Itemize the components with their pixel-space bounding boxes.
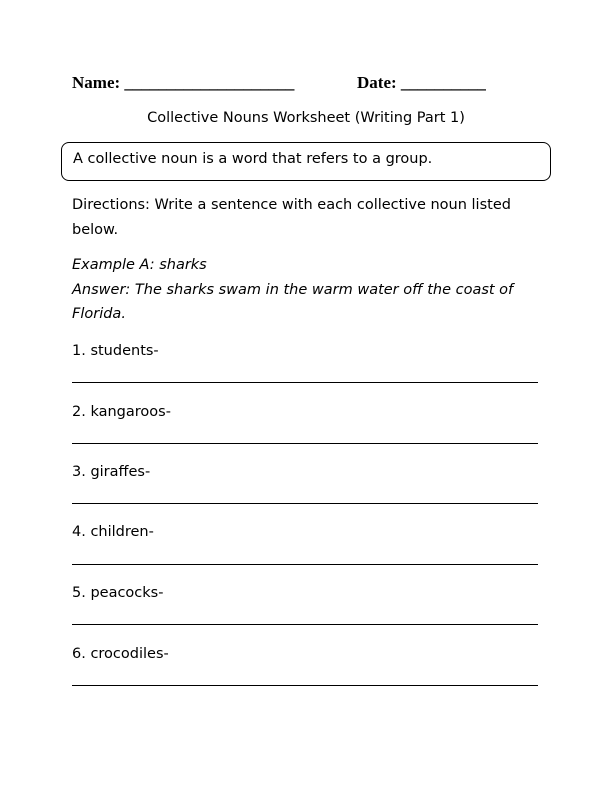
- item-6-answer-line[interactable]: [72, 685, 538, 686]
- item-5-answer-line[interactable]: [72, 624, 538, 625]
- item-1-label: 1. students-: [72, 343, 159, 359]
- date-field-label: Date: __________: [357, 73, 486, 92]
- item-4-label: 4. children-: [72, 524, 154, 540]
- definition-text: A collective noun is a word that refers to a group.: [73, 151, 433, 167]
- name-field-label: Name: ____________________: [72, 73, 295, 92]
- item-5-label: 5. peacocks-: [72, 585, 164, 601]
- item-4-answer-line[interactable]: [72, 564, 538, 565]
- worksheet-title: Collective Nouns Worksheet (Writing Part 1): [147, 110, 465, 126]
- example-answer: Answer: The sharks swam in the warm water off the coast of Florida.: [72, 281, 514, 322]
- example-prompt: Example A: sharks: [72, 257, 207, 273]
- directions-text: Directions: Write a sentence with each collective noun listed below.: [72, 197, 511, 238]
- item-3-label: 3. giraffes-: [72, 464, 151, 480]
- definition-box: [61, 142, 551, 181]
- item-6-label: 6. crocodiles-: [72, 646, 169, 662]
- example-block: [72, 253, 532, 327]
- item-2-answer-line[interactable]: [72, 443, 538, 444]
- item-2-label: 2. kangaroos-: [72, 404, 171, 420]
- item-3-answer-line[interactable]: [72, 503, 538, 504]
- item-1-answer-line[interactable]: [72, 382, 538, 383]
